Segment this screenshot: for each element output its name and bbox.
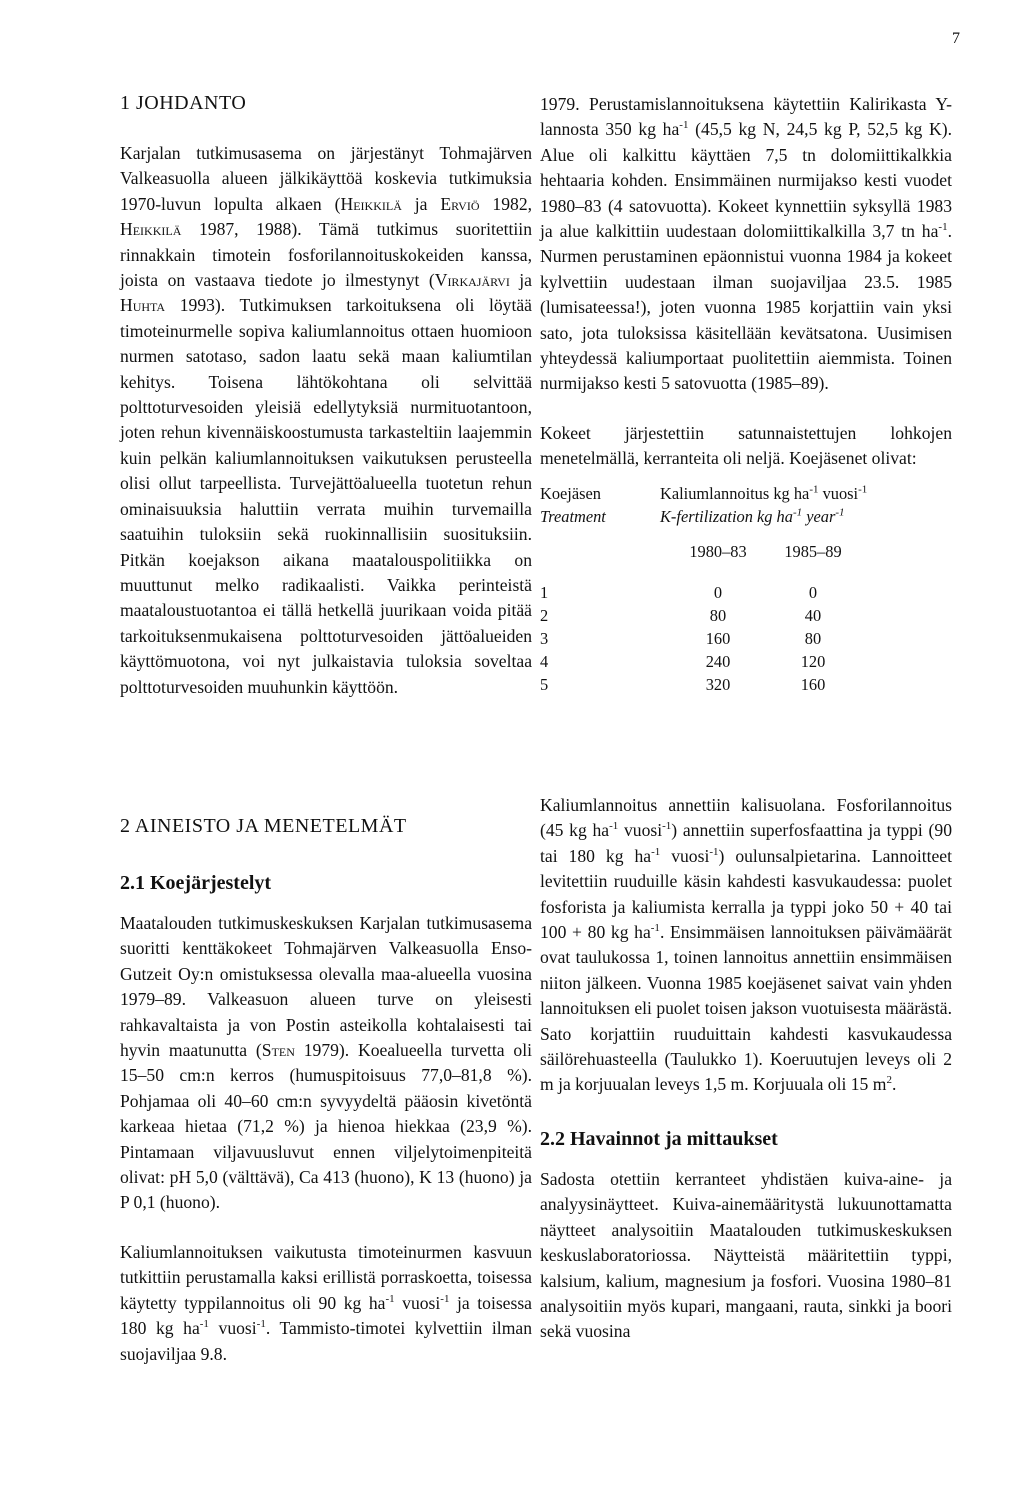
table-cell-treatment: 3 xyxy=(540,628,549,648)
table-cell-1985-89: 0 xyxy=(808,582,818,602)
table-cell-1985-89: 40 xyxy=(804,605,822,625)
treatment-table xyxy=(540,482,952,696)
table-cell-1985-89: 80 xyxy=(804,628,822,648)
potassium-paragraph: Kaliumlannoituksen vaikutusta timoteinurmen kasvuun tutkittiin perustamalla kaksi erillistä porraskoetta, toisessa käytetty typpilannoitus oli 90 kg $ha^{-1}$ vuosi$^{-1}$ ja toisessa 180 kg $ha^{-1}$ vuosi$^{-1}$. Tammisto-timotei kylvettiin ilman suojaviljaa 9.8. xyxy=(120,1241,532,1364)
introduction-paragraph: Karjalan tutkimusasema on järjestänyt Tohmajärven Valkeasuolla alueen jälkikäyttöä koskevia tutkimuksia 1970-luvun lopulta alkaen (Heikkilä ja Erviö 1982, Heikkilä 1987, 1988). Tämä tutkimus suoritettiin rinnakkain timotein fosforilannoituskokeiden kanssa, joista on vastaava tiedote jo ilmestynyt (Virkajärvi ja Huhta 1993). Tutkimuksen tarkoituksena oli löytää timoteinurmelle sopiva kaliumlannoitus ottaen huomioon nurmen satotaso, sadon laatu sekä maan kaliumtilan kehitys. Toisena lähtökohtana oli selvittää polttoturvesoiden yleisiä edellytyksiä nurmituotantoon, joten rehun kivennäiskoostumusta tarkasteltiin laajemmin kuin pelkän kaliumlannoituksen vaikutuksen perusteella olisi ollut tarpeellista. Turvejättöalueella tuotetun rehun ominaisuuksia haluttiin verrata muihin turvemailla saatuihin tuloksiin sekä ruokinnallisiin suosituksiin. Pitkän koejakson aikana maatalouspolitiikka on muuttunut melko radikaalisti. Vaikka perinteistä maataloustuotantoa ei tällä hetkellä juurikaan voida pitää tarkoituksenmukaisena polttoturvesoiden jättöalueiden käyttömuotona, voi nyt julkaistavia tuloksia soveltaa polttoturvesoiden muuhunkin käyttöön. xyxy=(120,143,533,697)
observations-paragraph: Sadosta otettiin kerranteet yhdistäen kuiva-aine- ja analyysinäytteet. Kuiva-ainemääritystä lukuunottamatta näytteet analysoitiin Maatalouden tutkimuskeskuksen keskuslaboratoriossa. Näytteistä määritettiin typpi, kalsium, kalium, magnesium ja fosfori. Vuosina 1980–81 analysoitiin myös kupari, mangaani, rauta, sinkki ja boori sekä vuosina xyxy=(540,1168,952,1342)
section-setup-continued xyxy=(540,92,952,696)
table-col-fertilization-fi: Kaliumlannoitus kg $ha^{-1}$ vuosi$^{-1}$ xyxy=(660,483,868,503)
heading-experimental-setup: 2.1 Koejärjestelyt xyxy=(120,872,272,894)
page-number: 7 xyxy=(952,30,960,47)
table-cell-treatment: 2 xyxy=(540,605,549,625)
treatments-intro-paragraph: Kokeet järjestettiin satunnaistettujen lohkojen menetelmällä, kerranteita oli neljä. Koejäsenet olivat: xyxy=(540,422,952,469)
table-cell-1980-83: 240 xyxy=(705,651,731,671)
setup-paragraph-continued: 1979. Perustamislannoituksena käytettiin Kalirikasta Y-lannosta 350 kg $ha^{-1}$ (45,5 kg N, 24,5 kg P, 52,5 kg K). Alue oli kalkittu käyttäen 7,5 tn dolomiittikalkkia hehtaaria kohden. Ensimmäinen nurmijakso kesti vuodet 1980–83 (4 satovuotta). Kokeet kynnettiin syksyllä 1983 ja alue kalkittiin uudestaan dolomiittikalkilla 3,7 tn $ha^{-1}$. Nurmen perustaminen epäonnistui vuonna 1984 ja kokeet kylvettiin uudestaan ilman suojaviljaa 23.5. 1985 (lumisateessa!), joten vuonna 1985 korjattiin vain yksi sato, jota tuloksissa käsitellään kevätsatona. Uusimisen yhteydessä kaliumportaat puolitettiin aiemmista. Toinen nurmijakso kesti 5 satovuotta (1985–89). xyxy=(540,94,952,394)
table-col-treatment-en: Treatment xyxy=(540,506,606,526)
table-row xyxy=(540,627,952,650)
table-cell-1980-83: 0 xyxy=(713,582,723,602)
section-materials-methods xyxy=(120,815,532,1367)
table-cell-treatment: 4 xyxy=(540,651,549,671)
table-cell-1980-83: 80 xyxy=(709,605,727,625)
table-year-2: 1985–89 xyxy=(784,541,842,561)
table-cell-1985-89: 160 xyxy=(800,674,826,694)
table-cell-1980-83: 320 xyxy=(705,674,731,694)
table-row xyxy=(540,581,952,604)
table-year-headers xyxy=(664,540,952,563)
heading-introduction: 1 JOHDANTO xyxy=(120,92,247,114)
table-header xyxy=(540,482,952,528)
table-row xyxy=(540,604,952,627)
section-fertilization xyxy=(540,793,952,1345)
section-introduction xyxy=(120,92,532,700)
table-cell-1980-83: 160 xyxy=(705,628,731,648)
heading-observations: 2.2 Havainnot ja mittaukset xyxy=(540,1127,778,1150)
table-cell-treatment: 5 xyxy=(540,674,549,694)
setup-paragraph: Maatalouden tutkimuskeskuksen Karjalan tutkimusasema suoritti kenttäkokeet Tohmajärven Valkeasuolla Enso-Gutzeit Oy:n omistuksessa olevalla maa-alueella vuosina 1979–89. Valkeasuon alueen turve on yleisesti rahkavaltaista ja von Postin asteikolla kohtalaisesti tai hyvin maatunutta (Sten 1979). Koealueella turvetta oli 15–50 cm:n kerros (humuspitoisuus 77,0–81,8 %). Pohjamaa oli 40–60 cm:n syvyydeltä pääosin kivetöntä karkeaa hietaa (71,2 %) ja hienoa hiekkaa (23,9 %). Pintamaan viljavuusluvut ennen viljelytoimenpiteitä olivat: pH 5,0 (välttävä), Ca 413 (huono), K 13 (huono) ja P 0,1 (huono). xyxy=(120,913,533,1213)
table-col-treatment-fi: Koejäsen xyxy=(540,483,601,503)
table-cell-treatment: 1 xyxy=(540,582,549,602)
table-body xyxy=(540,581,952,696)
table-row xyxy=(540,650,952,673)
table-cell-1985-89: 120 xyxy=(800,651,826,671)
table-col-fertilization-en: K-fertilization kg $ha^{-1}$ year$^{-1}$ xyxy=(660,506,845,526)
fertilization-paragraph: Kaliumlannoitus annettiin kalisuolana. Fosforilannoitus (45 kg $ha^{-1}$ vuosi$^{-1}$) annettiin superfosfaattina ja typpi (90 tai 180 kg $ha^{-1}$ vuosi$^{-1}$) oulunsalpietarina. Lannoitteet levitettiin ruuduille käsin kahdesti kasvukaudessa: puolet fosforista ja kaliumista kerralla ja typpi joko 50 + 40 tai 100 + 80 kg $ha^{-1}$. Ensimmäisen lannoituksen päivämäärät ovat taulukossa 1, toinen lannoitus annettiin ensimmäisen niiton jälkeen. Vuonna 1985 koejäsenet saivat vain yhden lannoituksen eli puolet toisen jakson vuotuisesta määrästä. Sato korjattiin ruuduittain kahdesti kasvukaudessa säilörehuasteella (Taulukko 1). Koeruutujen leveys oli 2 m ja korjuualan leveys 1,5 m. Korjuuala oli 15 $m^2$. xyxy=(540,795,952,1095)
table-row xyxy=(540,673,952,696)
table-year-1: 1980–83 xyxy=(689,541,747,561)
heading-materials-methods: 2 AINEISTO JA MENETELMÄT xyxy=(120,815,407,837)
